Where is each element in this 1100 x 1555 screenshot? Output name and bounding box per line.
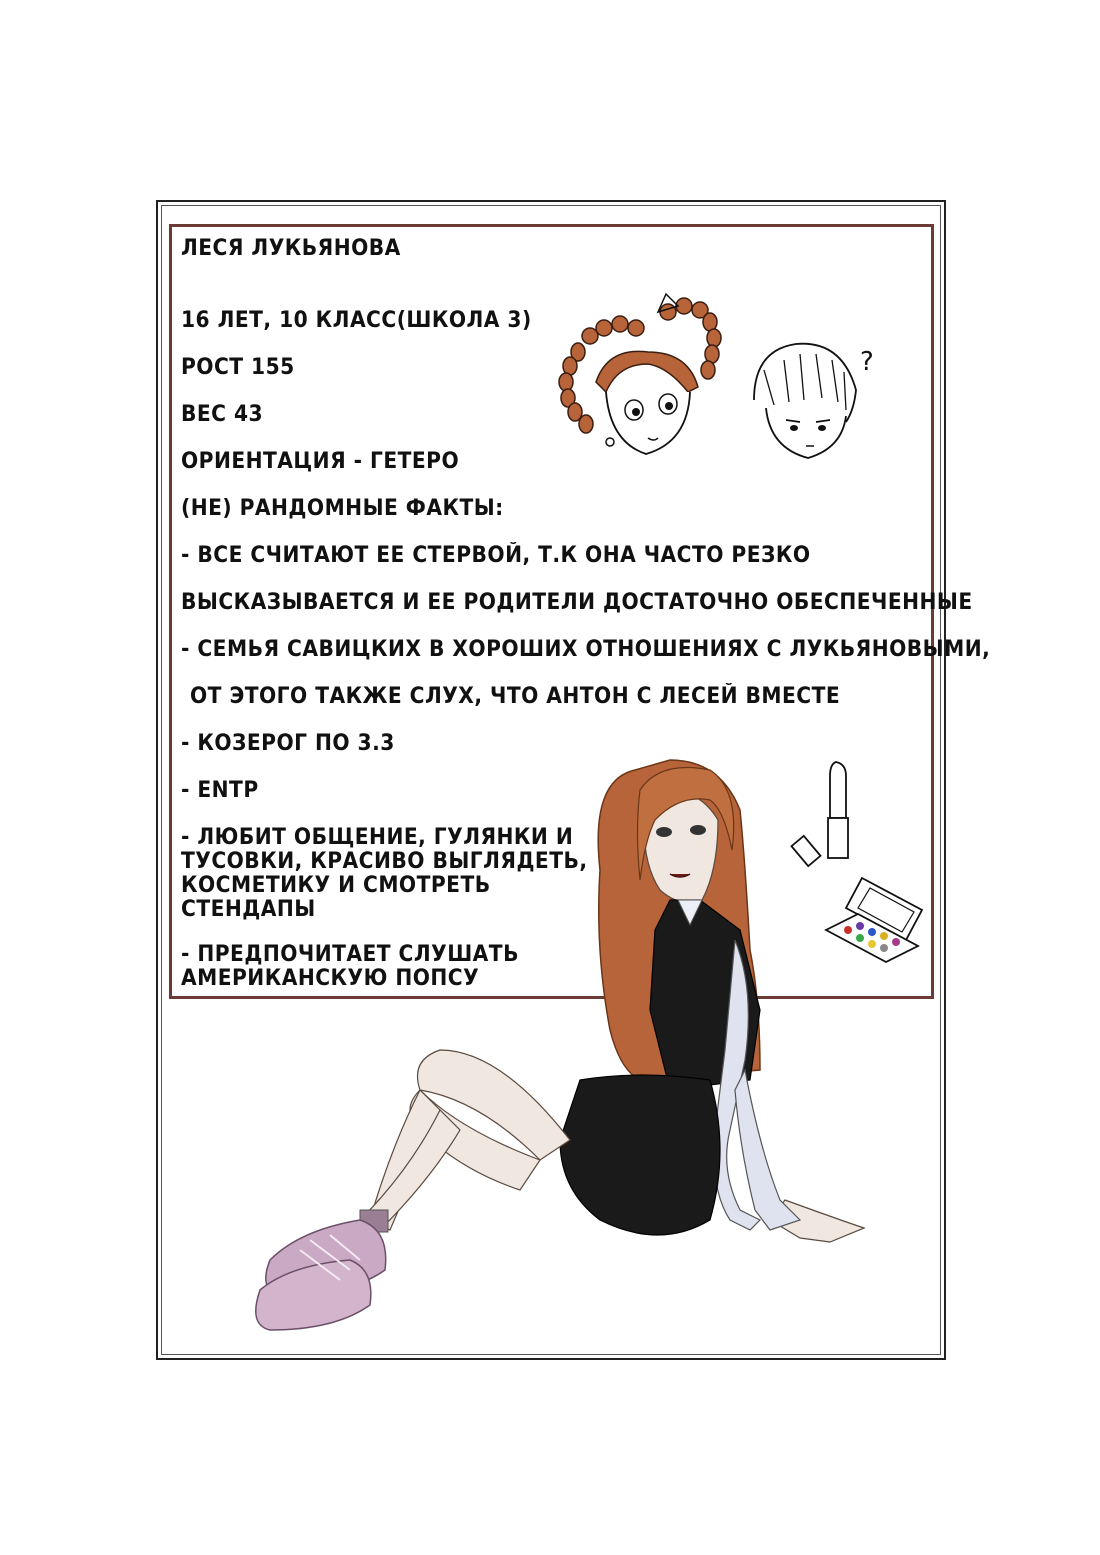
fact-line: - ПРЕДПОЧИТАЕТ СЛУШАТЬ — [181, 942, 519, 967]
fact-line: - ENTP — [181, 778, 259, 803]
fact-line: - ЛЮБИТ ОБЩЕНИЕ, ГУЛЯНКИ И — [181, 825, 574, 850]
orientation: ОРИЕНТАЦИЯ - ГЕТЕРО — [181, 449, 460, 474]
height: РОСТ 155 — [181, 355, 295, 380]
fact-line: - КОЗЕРОГ ПО 3.3 — [181, 731, 395, 756]
question-mark: ? — [860, 347, 874, 377]
fact-line: СТЕНДАПЫ — [181, 897, 316, 922]
weight: ВЕС 43 — [181, 402, 264, 427]
fact-line: ОТ ЭТОГО ТАКЖЕ СЛУХ, ЧТО АНТОН С ЛЕСЕЙ ВМЕСТЕ — [190, 684, 841, 709]
fact-line: АМЕРИКАНСКУЮ ПОПСУ — [181, 966, 480, 991]
character-illustration — [240, 750, 870, 1340]
fact-line: ТУСОВКИ, КРАСИВО ВЫГЛЯДЕТЬ, — [181, 849, 588, 874]
boy-face-sketch-icon — [734, 330, 884, 470]
fact-line: - СЕМЬЯ САВИЦКИХ В ХОРОШИХ ОТНОШЕНИЯХ С ЛУКЬЯНОВЫМИ, — [181, 637, 991, 662]
fact-line: ВЫСКАЗЫВАЕТСЯ И ЕЕ РОДИТЕЛИ ДОСТАТОЧНО ОБЕСПЕЧЕННЫЕ — [181, 590, 973, 615]
girl-face-sketch-icon — [548, 292, 728, 472]
fact-line: КОСМЕТИКУ И СМОТРЕТЬ — [181, 873, 491, 898]
fact-line: - ВСЕ СЧИТАЮТ ЕЕ СТЕРВОЙ, Т.К ОНА ЧАСТО РЕЗКО — [181, 543, 811, 568]
character-name: ЛЕСЯ ЛУКЬЯНОВА — [181, 236, 401, 261]
facts-heading: (НЕ) РАНДОМНЫЕ ФАКТЫ: — [181, 496, 504, 521]
age-class: 16 ЛЕТ, 10 КЛАСС(ШКОЛА 3) — [181, 308, 532, 333]
